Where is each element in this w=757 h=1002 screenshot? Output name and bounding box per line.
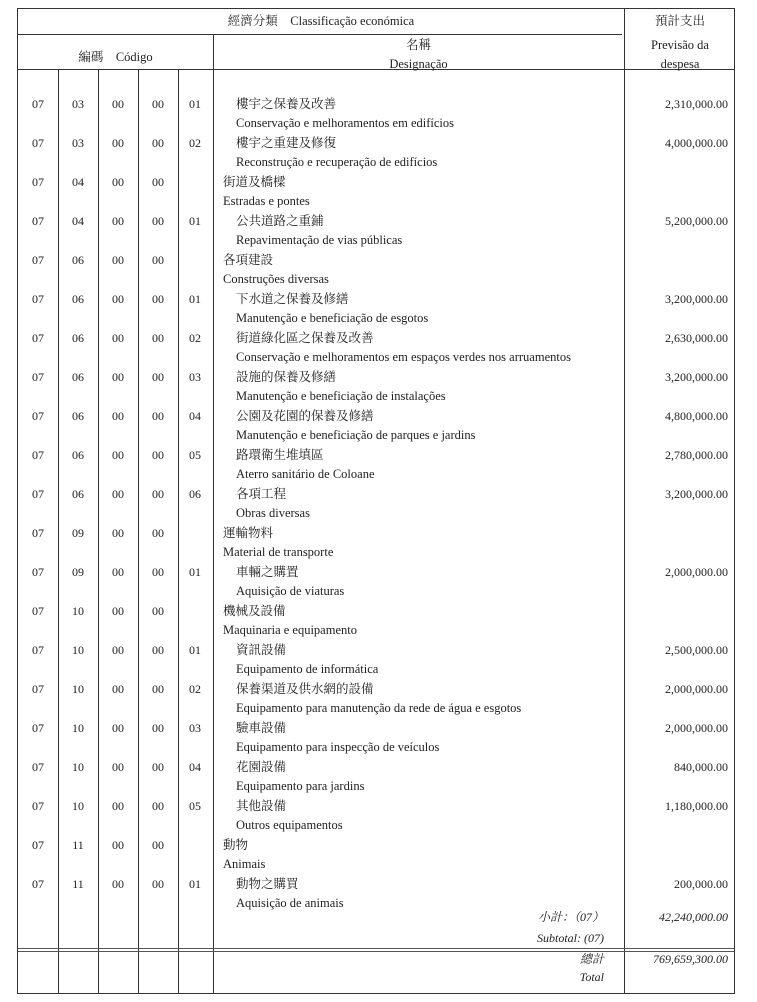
amount-cell: 4,800,000.00 bbox=[665, 409, 728, 423]
designation-pt: Equipamento para manutenção da rede de água e esgotos bbox=[236, 701, 522, 715]
designation-pt: Construções diversas bbox=[223, 272, 329, 286]
code-cell: 02 bbox=[189, 136, 201, 150]
designation-pt: Aquisição de viaturas bbox=[236, 584, 345, 598]
code-cell: 10 bbox=[72, 760, 84, 774]
code-cell: 07 bbox=[32, 136, 44, 150]
code-cell: 09 bbox=[72, 526, 84, 540]
designation-zh: 街道綠化區之保養及改善 bbox=[236, 331, 374, 345]
designation-pt: Obras diversas bbox=[236, 506, 310, 520]
code-cell: 00 bbox=[152, 721, 164, 735]
code-cell: 06 bbox=[72, 409, 84, 423]
code-cell: 07 bbox=[32, 682, 44, 696]
code-cell: 07 bbox=[32, 565, 44, 579]
designation-zh: 路環衛生堆填區 bbox=[236, 448, 324, 462]
code-cell: 00 bbox=[112, 253, 124, 267]
designacao-header-zh: 名稱 bbox=[405, 38, 431, 52]
code-cell: 00 bbox=[112, 97, 124, 111]
designation-pt: Reconstrução e recuperação de edifícios bbox=[236, 155, 438, 169]
designation-pt: Aquisição de animais bbox=[236, 896, 344, 910]
code-cell: 03 bbox=[189, 721, 201, 735]
code-cell: 04 bbox=[189, 760, 201, 774]
code-cell: 00 bbox=[112, 721, 124, 735]
code-cell: 00 bbox=[112, 760, 124, 774]
amount-cell: 840,000.00 bbox=[674, 760, 728, 774]
code-cell: 07 bbox=[32, 760, 44, 774]
previsao-header-pt-2: despesa bbox=[660, 57, 700, 71]
budget-table bbox=[17, 8, 735, 994]
code-cell: 00 bbox=[152, 604, 164, 618]
code-cell: 03 bbox=[189, 370, 201, 384]
designation-zh: 保養渠道及供水網的設備 bbox=[236, 682, 374, 696]
code-cell: 07 bbox=[32, 643, 44, 657]
designation-zh: 公園及花園的保養及修繕 bbox=[236, 409, 374, 423]
designation-pt: Manutenção e beneficiação de esgotos bbox=[236, 311, 429, 325]
code-cell: 07 bbox=[32, 838, 44, 852]
code-cell: 00 bbox=[152, 97, 164, 111]
designation-zh: 運輸物料 bbox=[223, 526, 274, 540]
code-cell: 00 bbox=[112, 565, 124, 579]
amount-cell: 2,000,000.00 bbox=[665, 721, 728, 735]
code-cell: 06 bbox=[72, 253, 84, 267]
code-cell: 00 bbox=[112, 136, 124, 150]
code-cell: 10 bbox=[72, 799, 84, 813]
designation-zh: 動物 bbox=[223, 838, 249, 852]
designation-zh: 下水道之保養及修繕 bbox=[236, 292, 349, 306]
designation-pt: Repavimentação de vias públicas bbox=[236, 233, 403, 247]
designacao-header-pt: Designação bbox=[389, 57, 448, 71]
code-cell: 01 bbox=[189, 214, 201, 228]
code-cell: 07 bbox=[32, 487, 44, 501]
code-cell: 06 bbox=[72, 331, 84, 345]
code-cell: 00 bbox=[152, 175, 164, 189]
code-cell: 00 bbox=[152, 136, 164, 150]
code-cell: 00 bbox=[112, 682, 124, 696]
code-cell: 06 bbox=[72, 370, 84, 384]
code-cell: 00 bbox=[152, 799, 164, 813]
designation-zh: 街道及橋樑 bbox=[223, 175, 286, 189]
code-cell: 07 bbox=[32, 721, 44, 735]
subtotal-amount: 42,240,000.00 bbox=[659, 910, 728, 924]
previsao-header-pt-1: Previsão da bbox=[651, 38, 709, 52]
designation-zh: 車輛之購置 bbox=[236, 565, 299, 579]
code-cell: 00 bbox=[112, 838, 124, 852]
code-cell: 00 bbox=[152, 643, 164, 657]
designation-pt: Material de transporte bbox=[223, 545, 334, 559]
code-cell: 00 bbox=[112, 643, 124, 657]
codigo-header: 編碼 Código bbox=[78, 50, 153, 64]
column-divider bbox=[178, 69, 179, 993]
code-cell: 00 bbox=[112, 370, 124, 384]
designation-zh: 公共道路之重鋪 bbox=[236, 214, 324, 228]
designation-zh: 資訊設備 bbox=[236, 643, 287, 657]
designation-zh: 樓宇之重建及修復 bbox=[236, 136, 337, 150]
code-cell: 00 bbox=[112, 175, 124, 189]
code-cell: 07 bbox=[32, 370, 44, 384]
code-cell: 02 bbox=[189, 682, 201, 696]
code-cell: 10 bbox=[72, 682, 84, 696]
designation-zh: 設施的保養及修繕 bbox=[236, 370, 337, 384]
code-cell: 00 bbox=[112, 526, 124, 540]
code-cell: 07 bbox=[32, 799, 44, 813]
code-cell: 00 bbox=[112, 799, 124, 813]
code-cell: 00 bbox=[152, 331, 164, 345]
designation-pt: Equipamento de informática bbox=[236, 662, 379, 676]
amount-cell: 4,000,000.00 bbox=[665, 136, 728, 150]
code-cell: 11 bbox=[72, 838, 84, 852]
code-cell: 07 bbox=[32, 175, 44, 189]
amount-cell: 2,630,000.00 bbox=[665, 331, 728, 345]
total-amount: 769,659,300.00 bbox=[653, 952, 728, 966]
code-cell: 00 bbox=[112, 292, 124, 306]
designation-pt: Manutenção e beneficiação de parques e jardins bbox=[236, 428, 476, 442]
code-cell: 01 bbox=[189, 877, 201, 891]
designation-pt: Maquinaria e equipamento bbox=[223, 623, 357, 637]
code-cell: 07 bbox=[32, 331, 44, 345]
code-cell: 07 bbox=[32, 604, 44, 618]
amount-cell: 2,000,000.00 bbox=[665, 682, 728, 696]
code-cell: 01 bbox=[189, 97, 201, 111]
code-cell: 00 bbox=[112, 877, 124, 891]
total-label-pt: Total bbox=[579, 970, 604, 984]
code-cell: 00 bbox=[152, 682, 164, 696]
designation-zh: 驗車設備 bbox=[236, 721, 287, 735]
code-cell: 00 bbox=[152, 292, 164, 306]
code-cell: 02 bbox=[189, 331, 201, 345]
amount-cell: 5,200,000.00 bbox=[665, 214, 728, 228]
code-cell: 06 bbox=[72, 487, 84, 501]
code-cell: 10 bbox=[72, 604, 84, 618]
code-cell: 07 bbox=[32, 526, 44, 540]
code-cell: 00 bbox=[112, 487, 124, 501]
code-cell: 09 bbox=[72, 565, 84, 579]
designation-pt: Animais bbox=[223, 857, 266, 871]
code-cell: 00 bbox=[152, 409, 164, 423]
code-cell: 06 bbox=[72, 448, 84, 462]
code-cell: 06 bbox=[72, 292, 84, 306]
code-cell: 00 bbox=[152, 448, 164, 462]
code-cell: 05 bbox=[189, 799, 201, 813]
designation-zh: 動物之購買 bbox=[236, 877, 299, 891]
amount-cell: 3,200,000.00 bbox=[665, 487, 728, 501]
amount-cell: 200,000.00 bbox=[674, 877, 728, 891]
designation-pt: Aterro sanitário de Coloane bbox=[236, 467, 375, 481]
designation-zh: 花園設備 bbox=[236, 760, 287, 774]
designation-zh: 各項工程 bbox=[236, 487, 287, 501]
code-cell: 07 bbox=[32, 409, 44, 423]
code-cell: 00 bbox=[152, 487, 164, 501]
subtotal-divider bbox=[18, 948, 734, 949]
code-cell: 00 bbox=[152, 370, 164, 384]
code-cell: 00 bbox=[112, 604, 124, 618]
amount-cell: 2,000,000.00 bbox=[665, 565, 728, 579]
code-cell: 00 bbox=[152, 877, 164, 891]
code-cell: 05 bbox=[189, 448, 201, 462]
code-cell: 10 bbox=[72, 721, 84, 735]
code-cell: 04 bbox=[72, 175, 84, 189]
econ-class-header: 經濟分類 Classificação económica bbox=[227, 14, 415, 28]
designation-pt: Manutenção e beneficiação de instalações bbox=[236, 389, 446, 403]
code-cell: 07 bbox=[32, 97, 44, 111]
subtotal-label-pt: Subtotal: (07) bbox=[537, 931, 604, 945]
code-cell: 01 bbox=[189, 643, 201, 657]
code-cell: 03 bbox=[72, 136, 84, 150]
code-cell: 00 bbox=[152, 253, 164, 267]
designation-pt: Conservação e melhoramentos em edifícios bbox=[236, 116, 454, 130]
code-cell: 07 bbox=[32, 214, 44, 228]
amount-cell: 2,310,000.00 bbox=[665, 97, 728, 111]
designation-zh: 樓宇之保養及改善 bbox=[236, 97, 337, 111]
code-cell: 00 bbox=[112, 331, 124, 345]
code-cell: 01 bbox=[189, 292, 201, 306]
code-cell: 03 bbox=[72, 97, 84, 111]
amount-cell: 2,500,000.00 bbox=[665, 643, 728, 657]
code-cell: 00 bbox=[112, 409, 124, 423]
code-cell: 07 bbox=[32, 253, 44, 267]
designation-pt: Conservação e melhoramentos em espaços verdes nos arruamentos bbox=[236, 350, 571, 364]
amount-cell: 3,200,000.00 bbox=[665, 370, 728, 384]
designation-zh: 機械及設備 bbox=[223, 604, 286, 618]
amount-cell: 2,780,000.00 bbox=[665, 448, 728, 462]
designation-zh: 各項建設 bbox=[223, 253, 274, 267]
designation-pt: Outros equipamentos bbox=[236, 818, 343, 832]
code-cell: 04 bbox=[72, 214, 84, 228]
code-cell: 00 bbox=[112, 448, 124, 462]
designation-pt: Equipamento para jardins bbox=[236, 779, 365, 793]
subtotal-label-zh: 小計：（07） bbox=[537, 910, 604, 924]
code-cell: 00 bbox=[152, 214, 164, 228]
designation-pt: Equipamento para inspecção de veículos bbox=[236, 740, 440, 754]
designation-pt: Estradas e pontes bbox=[223, 194, 310, 208]
code-cell: 06 bbox=[189, 487, 201, 501]
code-cell: 00 bbox=[152, 760, 164, 774]
amount-cell: 3,200,000.00 bbox=[665, 292, 728, 306]
amount-cell: 1,180,000.00 bbox=[665, 799, 728, 813]
code-cell: 00 bbox=[152, 526, 164, 540]
code-cell: 00 bbox=[112, 214, 124, 228]
code-cell: 01 bbox=[189, 565, 201, 579]
code-cell: 04 bbox=[189, 409, 201, 423]
code-cell: 07 bbox=[32, 448, 44, 462]
code-cell: 00 bbox=[152, 838, 164, 852]
previsao-header-zh: 預計支出 bbox=[654, 14, 705, 28]
code-cell: 11 bbox=[72, 877, 84, 891]
code-cell: 00 bbox=[152, 565, 164, 579]
code-cell: 07 bbox=[32, 292, 44, 306]
code-cell: 10 bbox=[72, 643, 84, 657]
column-divider bbox=[213, 34, 214, 993]
total-label-zh: 總計 bbox=[579, 952, 604, 966]
designation-zh: 其他設備 bbox=[236, 799, 287, 813]
code-cell: 07 bbox=[32, 877, 44, 891]
